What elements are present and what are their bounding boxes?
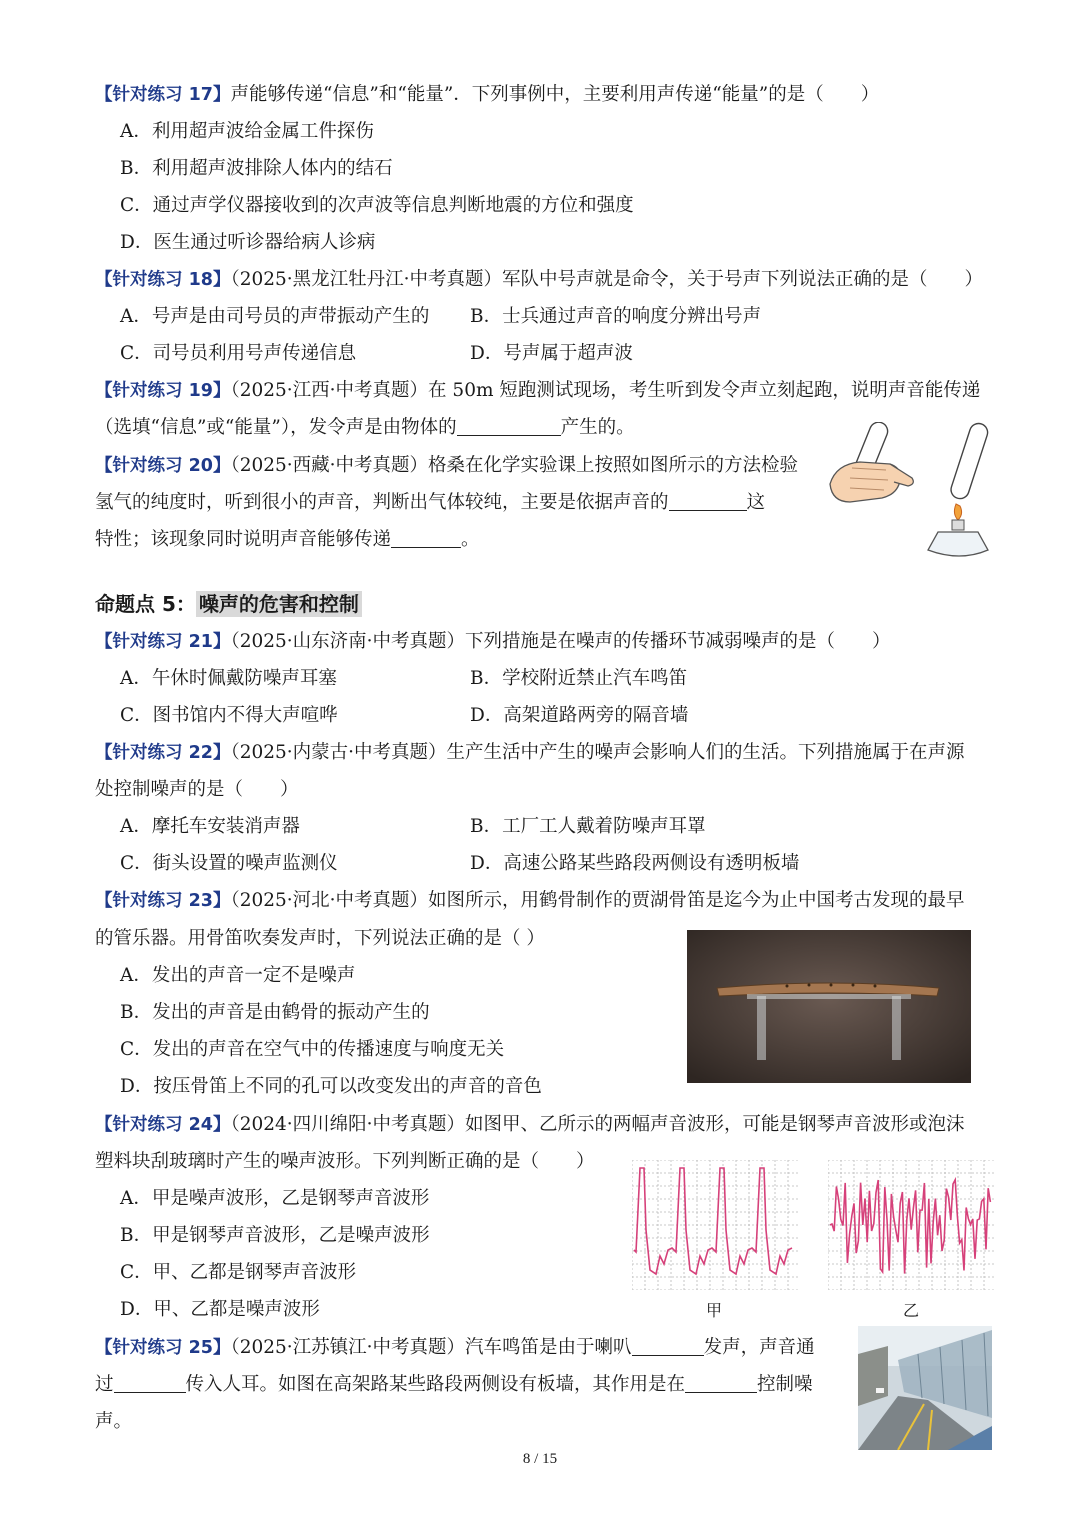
q24-option-a: A．甲是噪声波形，乙是钢琴声音波形 [120,1188,430,1209]
q25-text-2a: 过 [95,1374,114,1395]
q21-option-b: B．学校附近禁止汽车鸣笛 [470,668,688,689]
q23-option-c: C．发出的声音在空气中的传播速度与响度无关 [120,1039,505,1060]
q24-line1 [95,1112,965,1138]
q20-line3 [95,527,480,553]
q19-tag: 【针对练习 19】 [95,381,231,401]
q22-option-c: C．街头设置的噪声监测仪 [120,853,338,874]
q23-text: （2025·河北·中考真题）如图所示，用鹤骨制作的贾湖骨笛是迄今为止中国考古发现的最早 [230,890,965,911]
q25-text-2b: 传入人耳。如图在高架路某些路段两侧设有板墙，其作用是在 [185,1374,686,1395]
q23-option-a: A．发出的声音一定不是噪声 [120,965,356,986]
q21-option-c: C．图书馆内不得大声喧哗 [120,705,338,726]
q20-blank-2[interactable] [391,529,461,548]
section-label: 命题点 5： [95,592,196,616]
q25-text-1a: （2025·江苏镇江·中考真题）汽车鸣笛是由于喇叭 [230,1337,632,1358]
q20-text: （2025·西藏·中考真题）格桑在化学实验课上按照如图所示的方法检验 [230,455,799,476]
q17-tag: 【针对练习 17】 [95,85,231,105]
sound-barrier-photo [858,1326,992,1450]
q20-text-2b: 这 [746,492,766,513]
q17-option-a: A．利用超声波给金属工件探伤 [120,121,374,142]
waveform-yi-caption: 乙 [903,1301,920,1320]
q24-option-b: B．甲是钢琴声音波形，乙是噪声波形 [120,1225,430,1246]
q22-option-d: D．高速公路某些路段两侧设有透明板墙 [470,853,800,874]
q23-line2: 的管乐器。用骨笛吹奏发声时，下列说法正确的是（ ） [95,928,545,949]
q25-text-1b: 发声，声音通 [703,1337,815,1358]
hydrogen-test-figure [820,422,1005,564]
q24-line2: 塑料块刮玻璃时产生的噪声波形。下列判断正确的是（ ） [95,1151,595,1172]
q20-text-3a: 特性；该现象同时说明声音能够传递 [95,529,392,550]
q25-blank-2[interactable] [114,1374,186,1393]
q17-option-c: C．通过声学仪器接收到的次声波等信息判断地震的方位和强度 [120,195,634,216]
q22-line2: 处控制噪声的是（ ） [95,779,299,800]
q24-tag: 【针对练习 24】 [95,1115,231,1135]
waveform-jia-figure [632,1160,798,1290]
q22-text: （2025·内蒙古·中考真题）生产生活中产生的噪声会影响人们的生活。下列措施属于在声源 [230,742,965,763]
q25-blank-3[interactable] [685,1374,757,1393]
hand-holding-tube-icon [830,422,913,502]
section-title: 噪声的危害和控制 [196,591,362,617]
q21-option-d: D．高架道路两旁的隔音墙 [470,705,689,726]
q19-text-2a: （选填“信息”或“能量”），发令声是由物体的 [95,417,457,438]
q22-line1 [95,740,965,766]
q25-blank-1[interactable] [632,1337,704,1356]
section-heading [95,588,362,617]
q22-option-b: B．工厂工人戴着防噪声耳罩 [470,816,706,837]
q17-stem [95,82,879,108]
q17-option-d: D．医生通过听诊器给病人诊病 [120,232,376,253]
q20-line1 [95,453,798,479]
q25-line3: 声。 [95,1411,133,1432]
tube-over-burner-icon [928,422,990,556]
page-number: 8 / 15 [522,1451,558,1467]
q20-tag: 【针对练习 20】 [95,456,231,476]
q20-text-3b: 。 [461,529,480,550]
q23-tag: 【针对练习 23】 [95,891,231,911]
q19-line2 [95,415,635,441]
bone-flute-photo [687,930,971,1083]
q25-tag: 【针对练习 25】 [95,1338,231,1358]
q18-text: （2025·黑龙江牡丹江·中考真题）军队中号声就是命令，关于号声下列说法正确的是（ ） [230,269,984,290]
q18-stem [95,267,983,293]
q20-line2 [95,490,765,516]
q23-option-d: D．按压骨笛上不同的孔可以改变发出的声音的音色 [120,1076,542,1097]
q21-option-a: A．午休时佩戴防噪声耳塞 [120,668,337,689]
q24-option-d: D．甲、乙都是噪声波形 [120,1299,320,1320]
q18-option-a: A．号声是由司号员的声带振动产生的 [120,306,430,327]
q23-option-b: B．发出的声音是由鹤骨的振动产生的 [120,1002,430,1023]
q17-text: 声能够传递“信息”和“能量”．下列事例中，主要利用声传递“能量”的是（ ） [230,84,880,105]
q19-text: （2025·江西·中考真题）在 50m 短跑测试现场，考生听到发令声立刻起跑，说明声音能传递 [230,380,981,401]
q18-tag: 【针对练习 18】 [95,270,231,290]
q19-line1 [95,378,980,404]
q24-option-c: C．甲、乙都是钢琴声音波形 [120,1262,357,1283]
q18-option-b: B．士兵通过声音的响度分辨出号声 [470,306,762,327]
waveform-jia-caption: 甲 [706,1301,723,1320]
q22-option-a: A．摩托车安装消声器 [120,816,300,837]
q19-blank[interactable] [457,417,561,436]
q21-text: （2025·山东济南·中考真题）下列措施是在噪声的传播环节减弱噪声的是（ ） [230,631,891,652]
q21-tag: 【针对练习 21】 [95,632,231,652]
q20-text-2a: 氢气的纯度时，听到很小的声音，判断出气体较纯，主要是依据声音的 [95,492,669,513]
q21-stem [95,629,891,655]
q24-text: （2024·四川绵阳·中考真题）如图甲、乙所示的两幅声音波形，可能是钢琴声音波形或泡沫 [230,1114,965,1135]
q25-line1 [95,1335,815,1361]
q25-line2 [95,1372,813,1398]
q20-blank-1[interactable] [669,492,747,511]
q19-text-2b: 产生的。 [560,417,635,438]
q18-option-c: C．司号员利用号声传递信息 [120,343,357,364]
q25-text-2c: 控制噪 [757,1374,813,1395]
q23-line1 [95,888,965,914]
q22-tag: 【针对练习 22】 [95,743,231,763]
q18-option-d: D．号声属于超声波 [470,343,633,364]
waveform-yi-figure [828,1160,994,1290]
q17-option-b: B．利用超声波排除人体内的结石 [120,158,393,179]
